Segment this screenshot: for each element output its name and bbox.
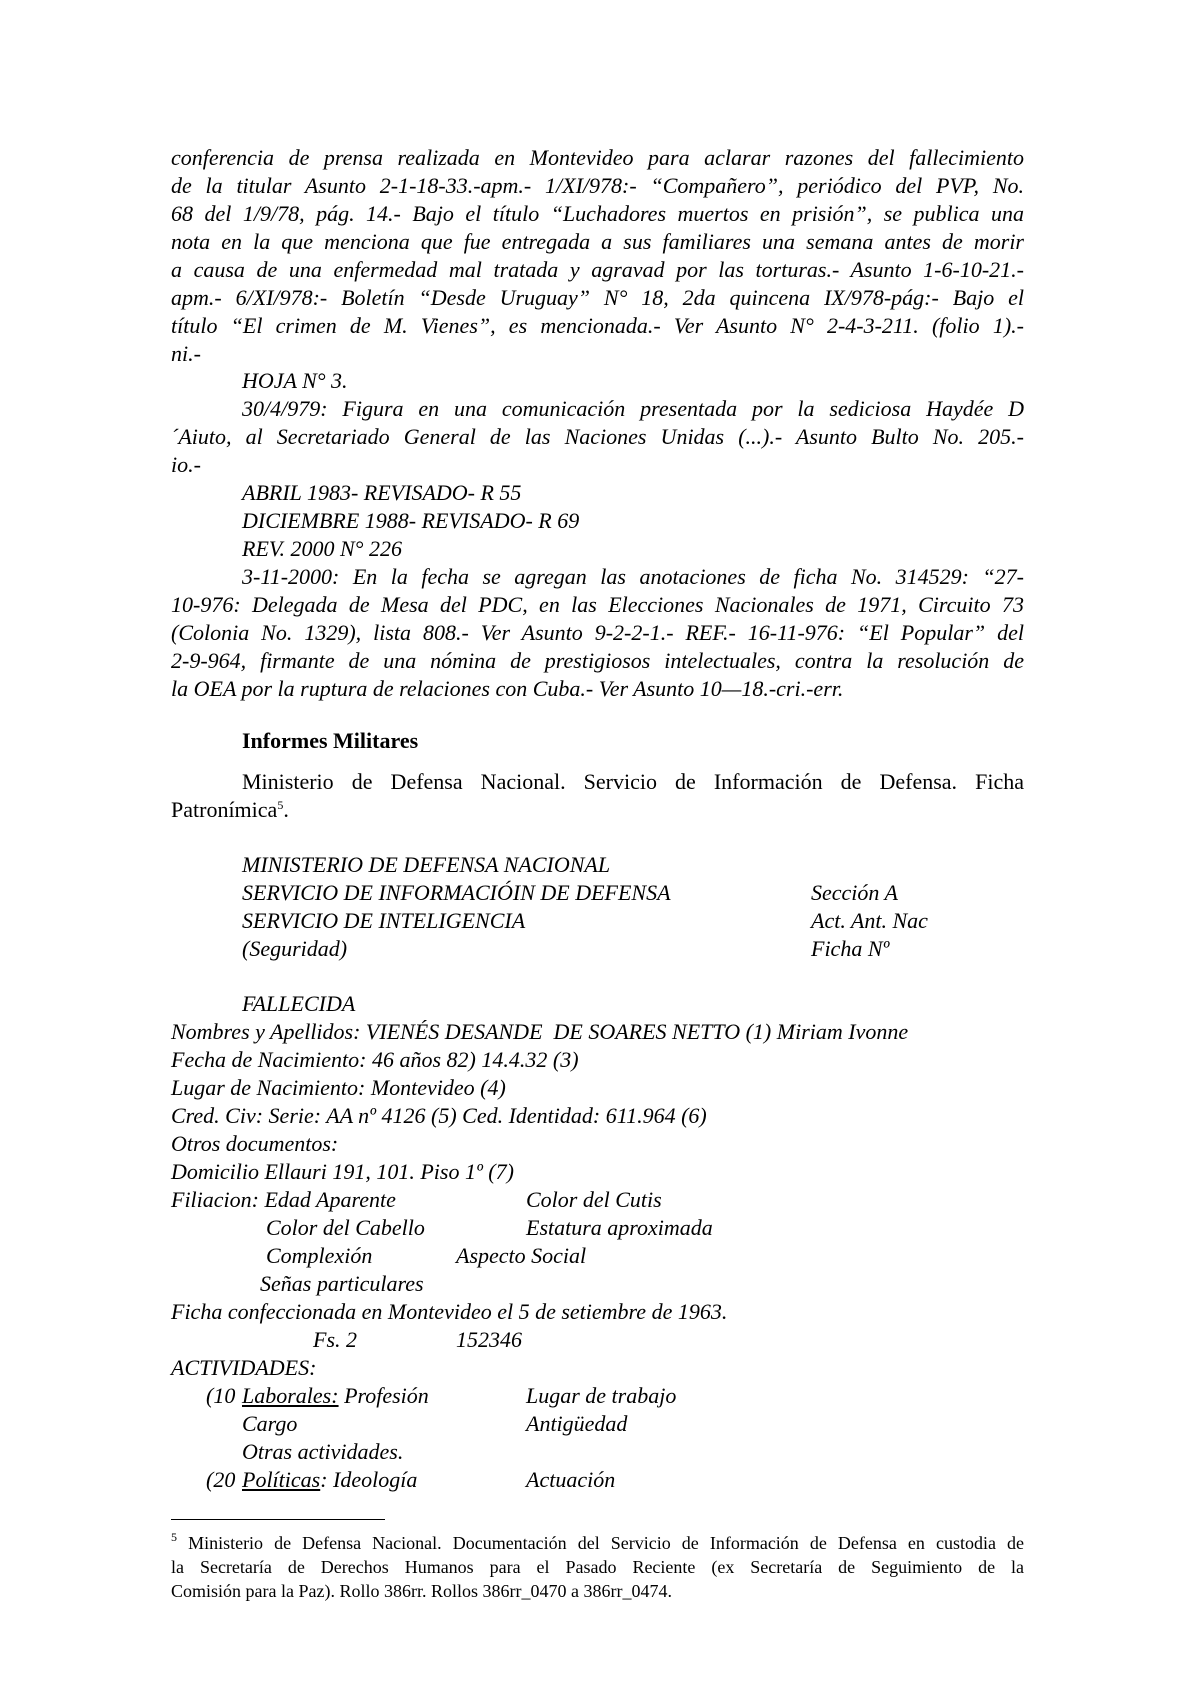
politicas-row (242, 1466, 417, 1494)
ficha-status: FALLECIDA (242, 991, 356, 1016)
footnote-separator (171, 1519, 385, 1520)
laborales-lugar: Lugar de trabajo (526, 1383, 677, 1408)
ficha-senas: Señas particulares (260, 1271, 424, 1296)
paragraph-line: la OEA por la ruptura de relaciones con Cuba.- Ver Asunto 10—18.-cri.-err. (171, 676, 844, 701)
politicas-label: Políticas (242, 1467, 321, 1492)
paragraph-line: io.- (171, 452, 201, 477)
ficha-domicilio: Domicilio Ellauri 191, 101. Piso 1º (7) (171, 1159, 514, 1184)
footnote-number: 5 (171, 1530, 177, 1544)
revision-line: DICIEMBRE 1988- REVISADO- R 69 (242, 508, 580, 533)
ficha-color-cabello: Color del Cabello (266, 1215, 425, 1240)
revision-line: REV. 2000 N° 226 (242, 536, 402, 561)
laborales-number: (10 (206, 1383, 236, 1408)
paragraph-line: 10-976: Delegada de Mesa del PDC, en las Elecciones Nacionales de 1971, Circuito 73 (171, 592, 1024, 617)
intro-line: Ministerio de Defensa Nacional. Servicio de Información de Defensa. Ficha (242, 769, 1024, 794)
ficha-header-left: (Seguridad) (242, 936, 348, 961)
ficha-header-left: SERVICIO DE INFORMACIÓIN DE DEFENSA (242, 880, 671, 905)
ficha-fs-number: 152346 (456, 1327, 522, 1352)
section-heading: Informes Militares (242, 728, 419, 753)
ficha-header-right: Act. Ant. Nac (811, 908, 928, 933)
intro-period: . (283, 797, 289, 822)
laborales-row (242, 1382, 429, 1410)
laborales-otras: Otras actividades. (242, 1439, 404, 1464)
revision-line: ABRIL 1983- REVISADO- R 55 (242, 480, 522, 505)
laborales-label: Laborales: (242, 1383, 339, 1408)
intro-line-2 (171, 796, 289, 824)
footnote-line: Comisión para la Paz). Rollo 386rr. Rollos 386rr_0470 a 386rr_0474. (171, 1581, 672, 1601)
ficha-header-left: MINISTERIO DE DEFENSA NACIONAL (242, 852, 611, 877)
footnote-ref: 5 (277, 798, 284, 812)
paragraph-line: conferencia de prensa realizada en Montevideo para aclarar razones del fallecimiento (171, 145, 1024, 170)
intro-text: Patronímica (171, 797, 278, 822)
ficha-fs: Fs. 2 (313, 1327, 357, 1352)
ficha-actividades: ACTIVIDADES: (171, 1355, 317, 1380)
hoja-label: HOJA N° 3. (242, 368, 348, 393)
ficha-filiacion: Filiacion: Edad Aparente (171, 1187, 396, 1212)
paragraph-line: 3-11-2000: En la fecha se agregan las anotaciones de ficha No. 314529: “27- (242, 564, 1024, 589)
ficha-color-cutis: Color del Cutis (526, 1187, 662, 1212)
ficha-fecha-nacimiento: Fecha de Nacimiento: 46 años 82) 14.4.32 (3) (171, 1047, 579, 1072)
paragraph-line: 68 del 1/9/78, pág. 14.- Bajo el título “Luchadores muertos en prisión”, se publica una (171, 201, 1024, 226)
paragraph-line: 2-9-964, firmante de una nómina de prestigiosos intelectuales, contra la resolución de (171, 648, 1024, 673)
paragraph-line: (Colonia No. 1329), lista 808.- Ver Asunto 9-2-2-1.- REF.- 16-11-976: “El Popular” del (171, 620, 1024, 645)
ficha-aspecto-social: Aspecto Social (456, 1243, 587, 1268)
politicas-number: (20 (206, 1467, 236, 1492)
footnote-line: la Secretaría de Derechos Humanos para el Pasado Reciente (ex Secretaría de Seguimiento de la (171, 1557, 1024, 1577)
ficha-header-right: Sección A (811, 880, 898, 905)
ficha-credencial: Cred. Civ: Serie: AA nº 4126 (5) Ced. Identidad: 611.964 (6) (171, 1103, 707, 1128)
laborales-profesion: Profesión (338, 1383, 429, 1408)
laborales-antiguedad: Antigüedad (526, 1411, 628, 1436)
ficha-header-right: Ficha Nº (811, 936, 890, 961)
ficha-nombres: Nombres y Apellidos: VIENÉS DESANDE DE SOARES NETTO (1) Miriam Ivonne (171, 1019, 909, 1044)
footnote-text: Ministerio de Defensa Nacional. Documentación del Servicio de Información de Defensa en custodia de (188, 1533, 1024, 1553)
paragraph-line: apm.- 6/XI/978:- Boletín “Desde Uruguay” N° 18, 2da quincena IX/978-pág:- Bajo el (171, 285, 1024, 310)
laborales-cargo: Cargo (242, 1411, 298, 1436)
ficha-header-left: SERVICIO DE INTELIGENCIA (242, 908, 526, 933)
paragraph-line: ´Aiuto, al Secretariado General de las Naciones Unidas (...).- Asunto Bulto No. 205.- (171, 424, 1024, 449)
ficha-lugar-nacimiento: Lugar de Nacimiento: Montevideo (4) (171, 1075, 506, 1100)
paragraph-line: título “El crimen de M. Vienes”, es mencionada.- Ver Asunto N° 2-4-3-211. (folio 1).- (171, 313, 1024, 338)
paragraph-line: nota en la que menciona que fue entregada a sus familiares una semana antes de morir (171, 229, 1024, 254)
ficha-complexion: Complexión (266, 1243, 373, 1268)
footnote-line (171, 1531, 1024, 1555)
paragraph-line: a causa de una enfermedad mal tratada y agravad por las torturas.- Asunto 1-6-10-21.- (171, 257, 1024, 282)
paragraph-line: 30/4/979: Figura en una comunicación presentada por la sediciosa Haydée D (242, 396, 1024, 421)
ficha-estatura: Estatura aproximada (526, 1215, 713, 1240)
ficha-confeccionada: Ficha confeccionada en Montevideo el 5 de setiembre de 1963. (171, 1299, 728, 1324)
paragraph-line: de la titular Asunto 2-1-18-33.-apm.- 1/XI/978:- “Compañero”, periódico del PVP, No. (171, 173, 1024, 198)
politicas-actuacion: Actuación (526, 1467, 616, 1492)
politicas-ideologia: : Ideología (320, 1467, 418, 1492)
ficha-otros-documentos: Otros documentos: (171, 1131, 339, 1156)
paragraph-line: ni.- (171, 341, 201, 366)
